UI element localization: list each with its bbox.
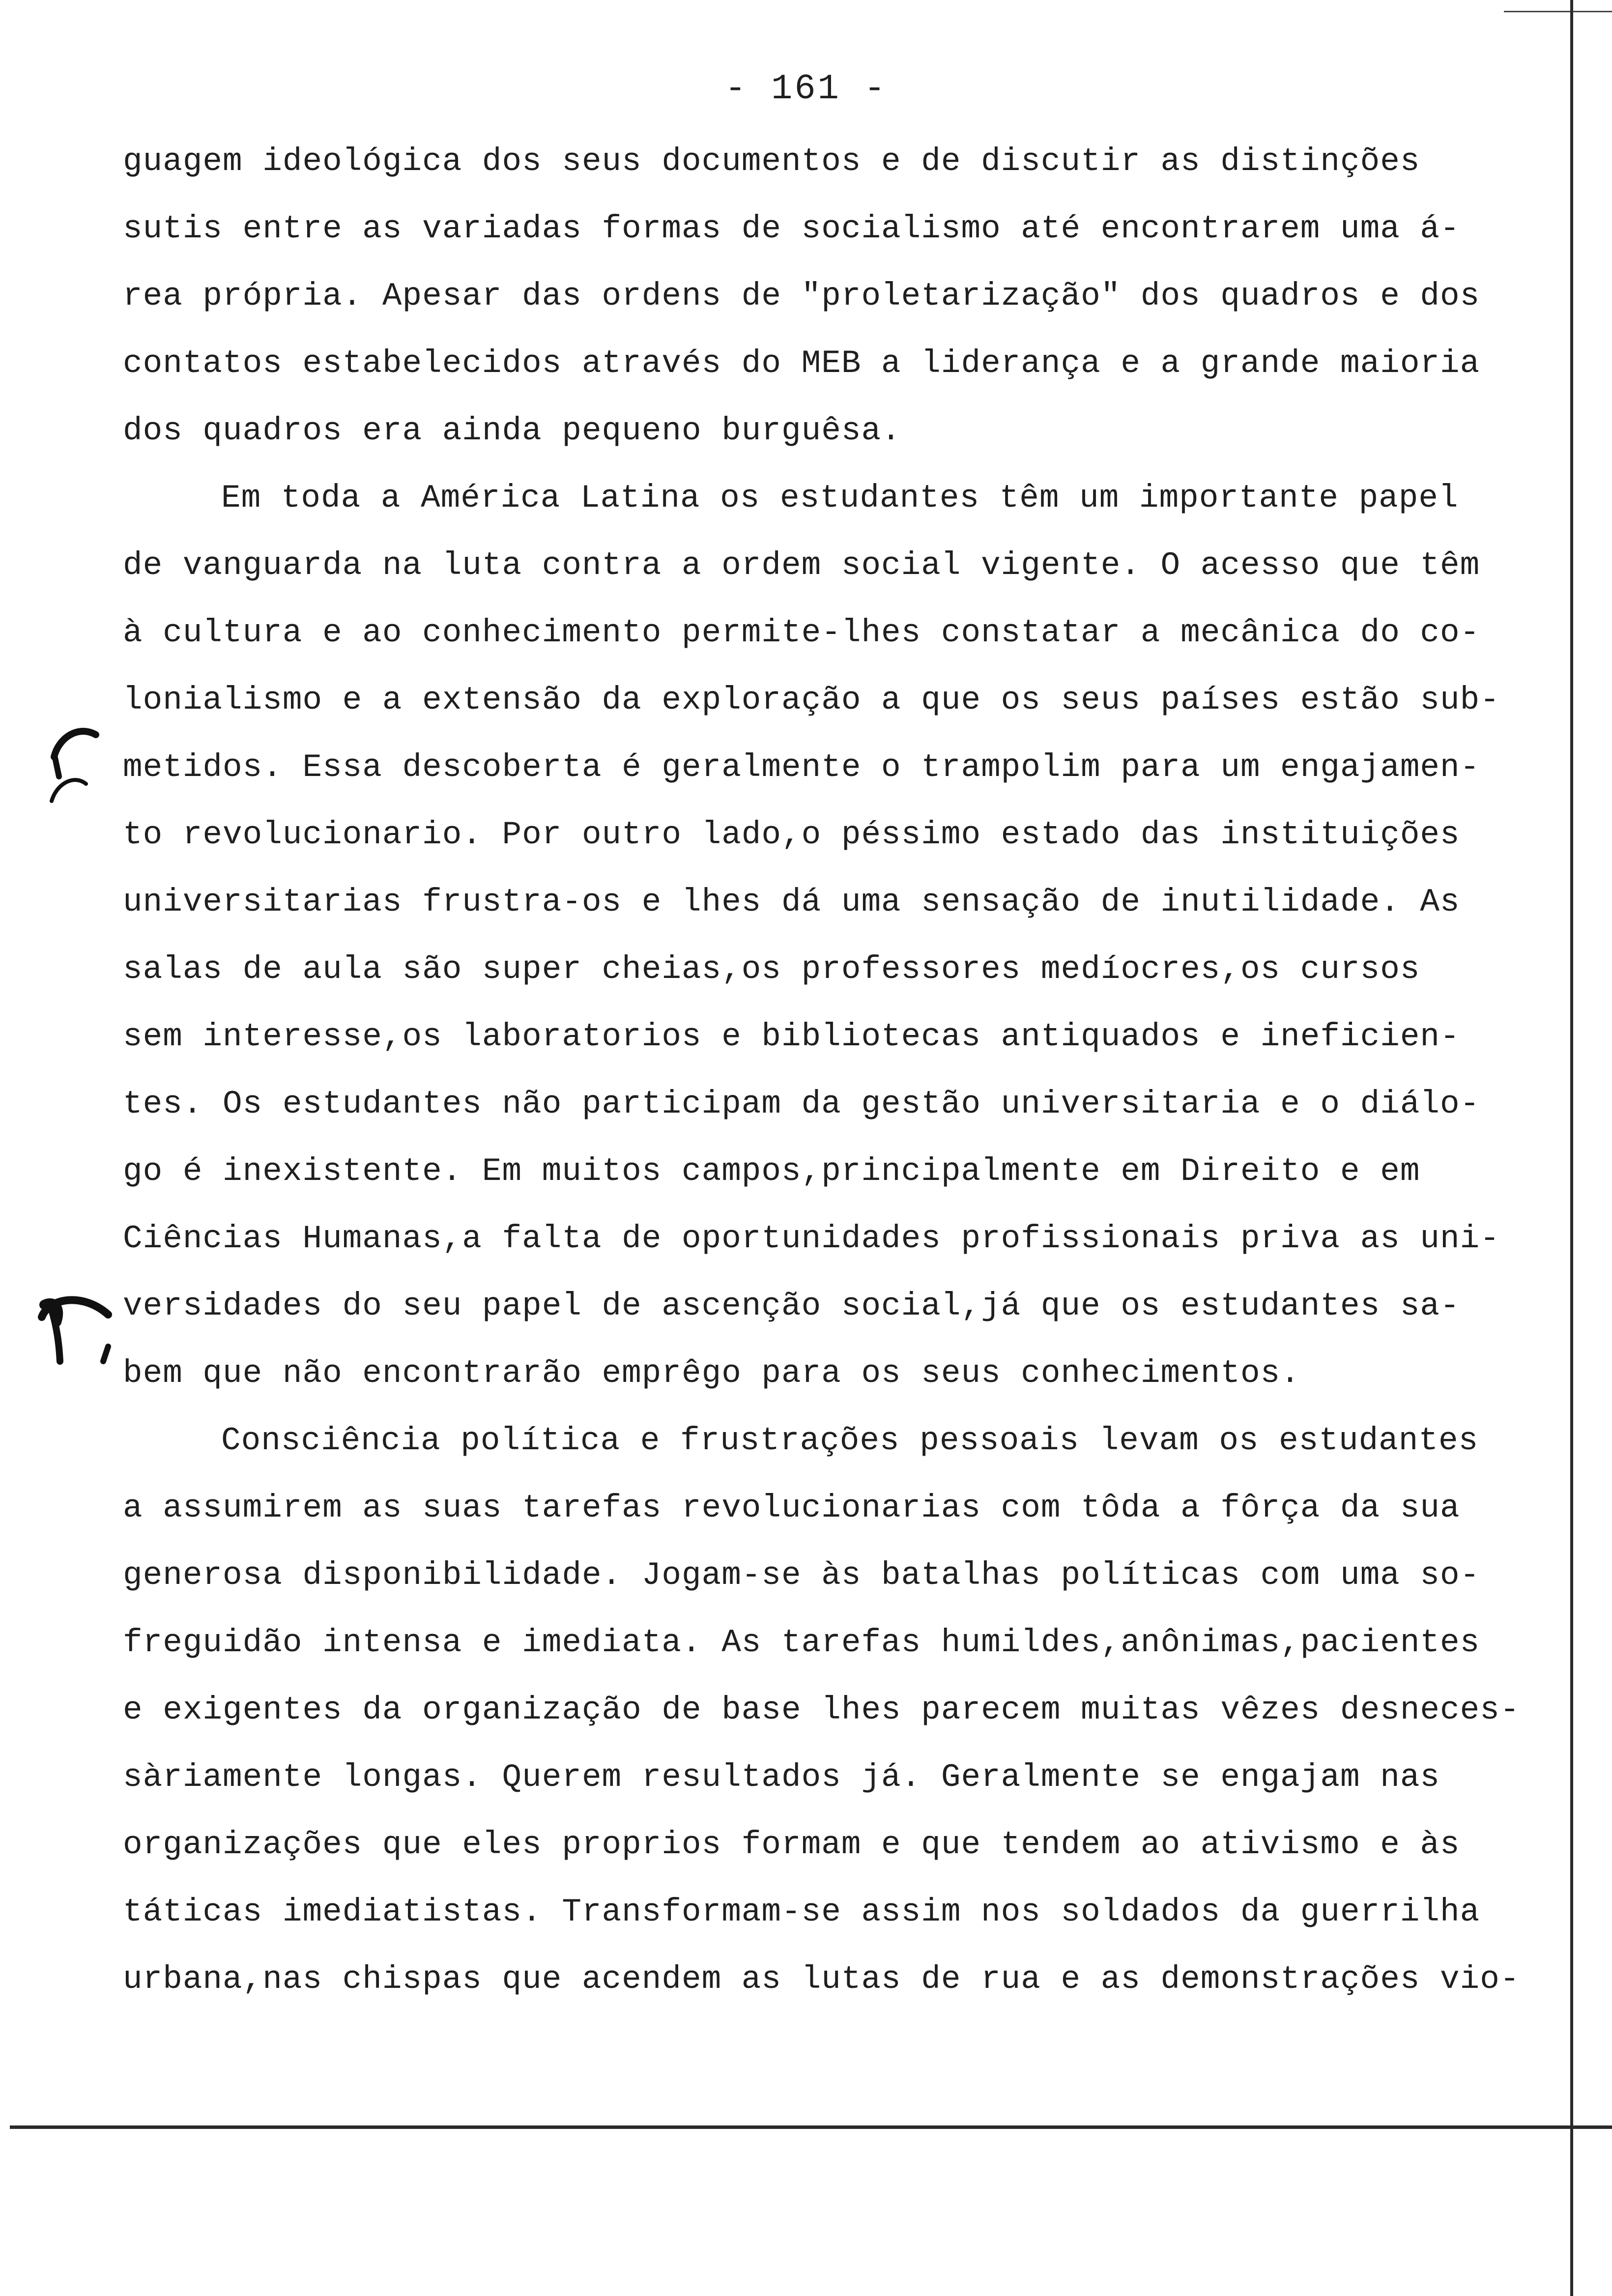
text-line: lonialismo e a extensão da exploração a que os seus países estão sub-: [123, 682, 1500, 718]
text-line: go é inexistente. Em muitos campos,principalmente em Direito e em: [123, 1153, 1420, 1190]
text-line: sàriamente longas. Querem resultados já. Geralmente se engajam nas: [123, 1759, 1440, 1796]
paragraph-start-line: Consciência política e frustrações pessoais levam os estudantes: [221, 1422, 1479, 1459]
margin-hook-mark-upper: [44, 703, 108, 806]
text-line: freguidão intensa e imediata. As tarefas humildes,anônimas,pacientes: [123, 1624, 1480, 1661]
text-line: rea própria. Apesar das ordens de "proletarização" dos quadros e dos: [123, 278, 1480, 315]
text-line: à cultura e ao conhecimento permite-lhes constatar a mecânica do co-: [123, 614, 1480, 651]
margin-hook-mark-lower: [29, 1288, 123, 1376]
text-line: de vanguarda na luta contra a ordem social vigente. O acesso que têm: [123, 547, 1480, 584]
text-line: salas de aula são super cheias,os professores medíocres,os cursos: [123, 951, 1420, 988]
body-text: [123, 128, 1548, 2013]
text-line: organizações que eles proprios formam e que tendem ao ativismo e às: [123, 1826, 1460, 1863]
text-line: a assumirem as suas tarefas revolucionarias com tôda a fôrça da sua: [123, 1490, 1460, 1526]
text-line: universitarias frustra-os e lhes dá uma sensação de inutilidade. As: [123, 884, 1460, 920]
text-line: sem interesse,os laboratorios e bibliotecas antiquados e ineficien-: [123, 1018, 1460, 1055]
top-edge-dash: [1504, 11, 1612, 12]
right-margin-rule: [1570, 0, 1573, 2296]
text-line: e exigentes da organização de base lhes parecem muitas vêzes desneces-: [123, 1692, 1520, 1728]
text-line: bem que não encontrarão emprêgo para os seus conhecimentos.: [123, 1355, 1300, 1392]
text-line: urbana,nas chispas que acendem as lutas de rua e as demonstrações vio-: [123, 1961, 1520, 1998]
page-number: - 161 -: [724, 69, 888, 109]
text-line: to revolucionario. Por outro lado,o péssimo estado das instituições: [123, 816, 1460, 853]
text-line: generosa disponibilidade. Jogam-se às batalhas políticas com uma so-: [123, 1557, 1480, 1594]
text-line: táticas imediatistas. Transformam-se assim nos soldados da guerrilha: [123, 1894, 1480, 1930]
text-line: contatos estabelecidos através do MEB a liderança e a grande maioria: [123, 345, 1480, 382]
paragraph-start-line: Em toda a América Latina os estudantes têm um importante papel: [221, 480, 1459, 517]
text-line: dos quadros era ainda pequeno burguêsa.: [123, 412, 901, 449]
text-line: guagem ideológica dos seus documentos e de discutir as distinções: [123, 143, 1420, 180]
bottom-rule: [10, 2125, 1612, 2129]
text-line: versidades do seu papel de ascenção social,já que os estudantes sa-: [123, 1288, 1460, 1324]
text-line: tes. Os estudantes não participam da gestão universitaria e o diálo-: [123, 1086, 1480, 1122]
text-line: Ciências Humanas,a falta de oportunidades profissionais priva as uni-: [123, 1220, 1500, 1257]
text-line: metidos. Essa descoberta é geralmente o trampolim para um engajamen-: [123, 749, 1480, 786]
text-line: sutis entre as variadas formas de socialismo até encontrarem uma á-: [123, 210, 1460, 247]
